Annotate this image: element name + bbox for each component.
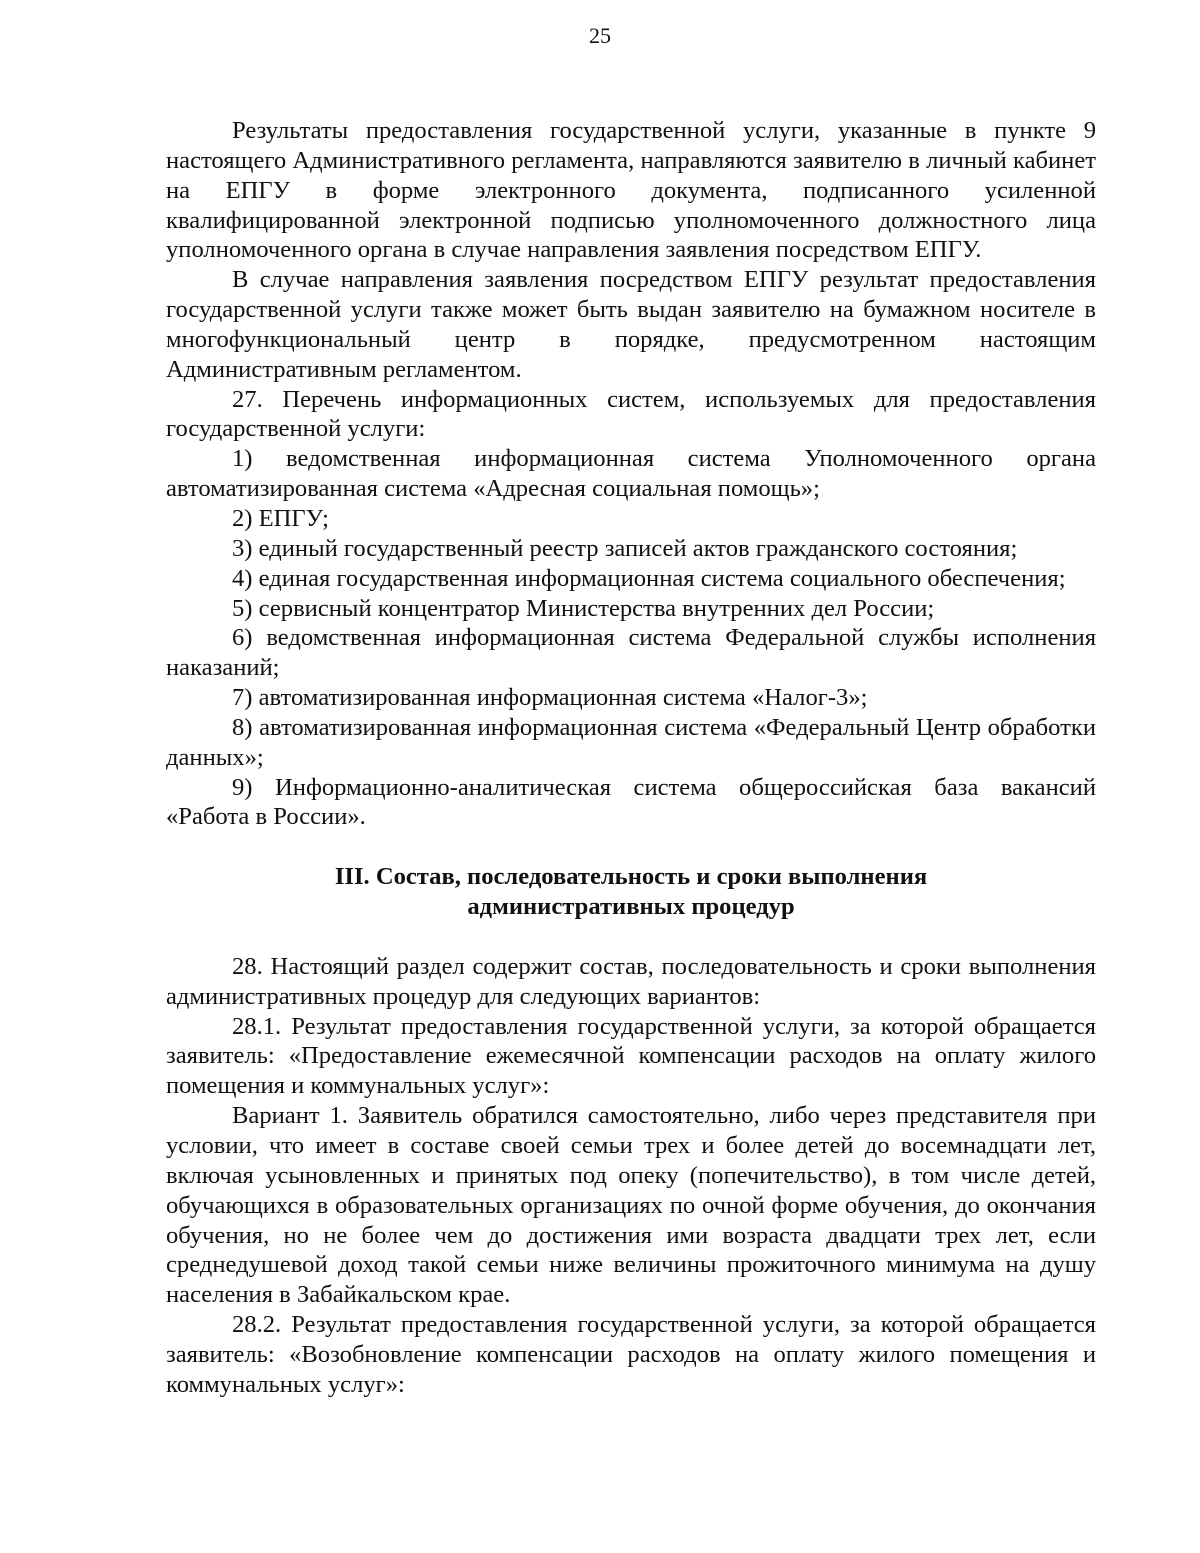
paragraph-item-27: 27. Перечень информационных систем, используемых для предоставления государственной услуги: — [166, 385, 1096, 443]
list-item-4: 4) единая государственная информационная система социального обеспечения; — [232, 564, 1066, 592]
list-item-2: 2) ЕПГУ; — [232, 504, 329, 532]
list-item-3: 3) единый государственный реестр записей актов гражданского состояния; — [232, 534, 1018, 562]
list-item-9: 9) Информационно-аналитическая система общероссийская база вакансий «Работа в России». — [166, 773, 1096, 831]
page-number: 25 — [589, 23, 611, 48]
list-item-5: 5) сервисный концентратор Министерства внутренних дел России; — [232, 594, 935, 622]
section-heading-line-1: III. Состав, последовательность и сроки выполнения — [334, 863, 928, 891]
list-item-8: 8) автоматизированная информационная система «Федеральный Центр обработки данных»; — [166, 713, 1096, 771]
paragraph-paper-result: В случае направления заявления посредством ЕПГУ результат предоставления государственной услуги также может быть выдан заявителю на бумажном носителе в многофункциональный центр в порядке, предусмотренном настоящим Административным регламентом. — [166, 266, 1096, 383]
document-body — [166, 116, 1096, 1400]
section-heading-line-2: административных процедур — [467, 893, 795, 921]
paragraph-results-delivery: Результаты предоставления государственной услуги, указанные в пункте 9 настоящего Административного регламента, направляются заявителю в личный кабинет на ЕПГУ в форме электронного документа, подписанного усиленной квалифицированной электронной подписью уполномоченного должностного лица уполномоченного органа в случае направления заявления посредством ЕПГУ. — [166, 117, 1096, 264]
list-item-6: 6) ведомственная информационная система Федеральной службы исполнения наказаний; — [166, 624, 1096, 682]
paragraph-variant-1: Вариант 1. Заявитель обратился самостоятельно, либо через представителя при условии, что имеет в составе своей семьи трех и более детей до восемнадцати лет, включая усыновленных и принятых под опеку (попечительство), в том числе детей, обучающихся в образовательных организациях по очной форме обучения, до окончания обучения, но не более чем до достижения ими возраста двадцати трех лет, если среднедушевой доход такой семьи ниже величины прожиточного минимума на душу населения в Забайкальском крае. — [166, 1102, 1096, 1309]
paragraph-item-28-1: 28.1. Результат предоставления государственной услуги, за которой обращается заявитель: «Предоставление ежемесячной компенсации расходов на оплату жилого помещения и коммунальных услуг»: — [166, 1012, 1096, 1100]
list-item-7: 7) автоматизированная информационная система «Налог-3»; — [232, 684, 868, 712]
list-item-1: 1) ведомственная информационная система Уполномоченного органа автоматизированная система «Адресная социальная помощь»; — [166, 445, 1096, 503]
section-heading — [166, 862, 1096, 922]
paragraph-item-28: 28. Настоящий раздел содержит состав, последовательность и сроки выполнения административных процедур для следующих вариантов: — [166, 952, 1096, 1010]
paragraph-item-28-2: 28.2. Результат предоставления государственной услуги, за которой обращается заявитель: «Возобновление компенсации расходов на оплату жилого помещения и коммунальных услуг»: — [166, 1311, 1096, 1398]
